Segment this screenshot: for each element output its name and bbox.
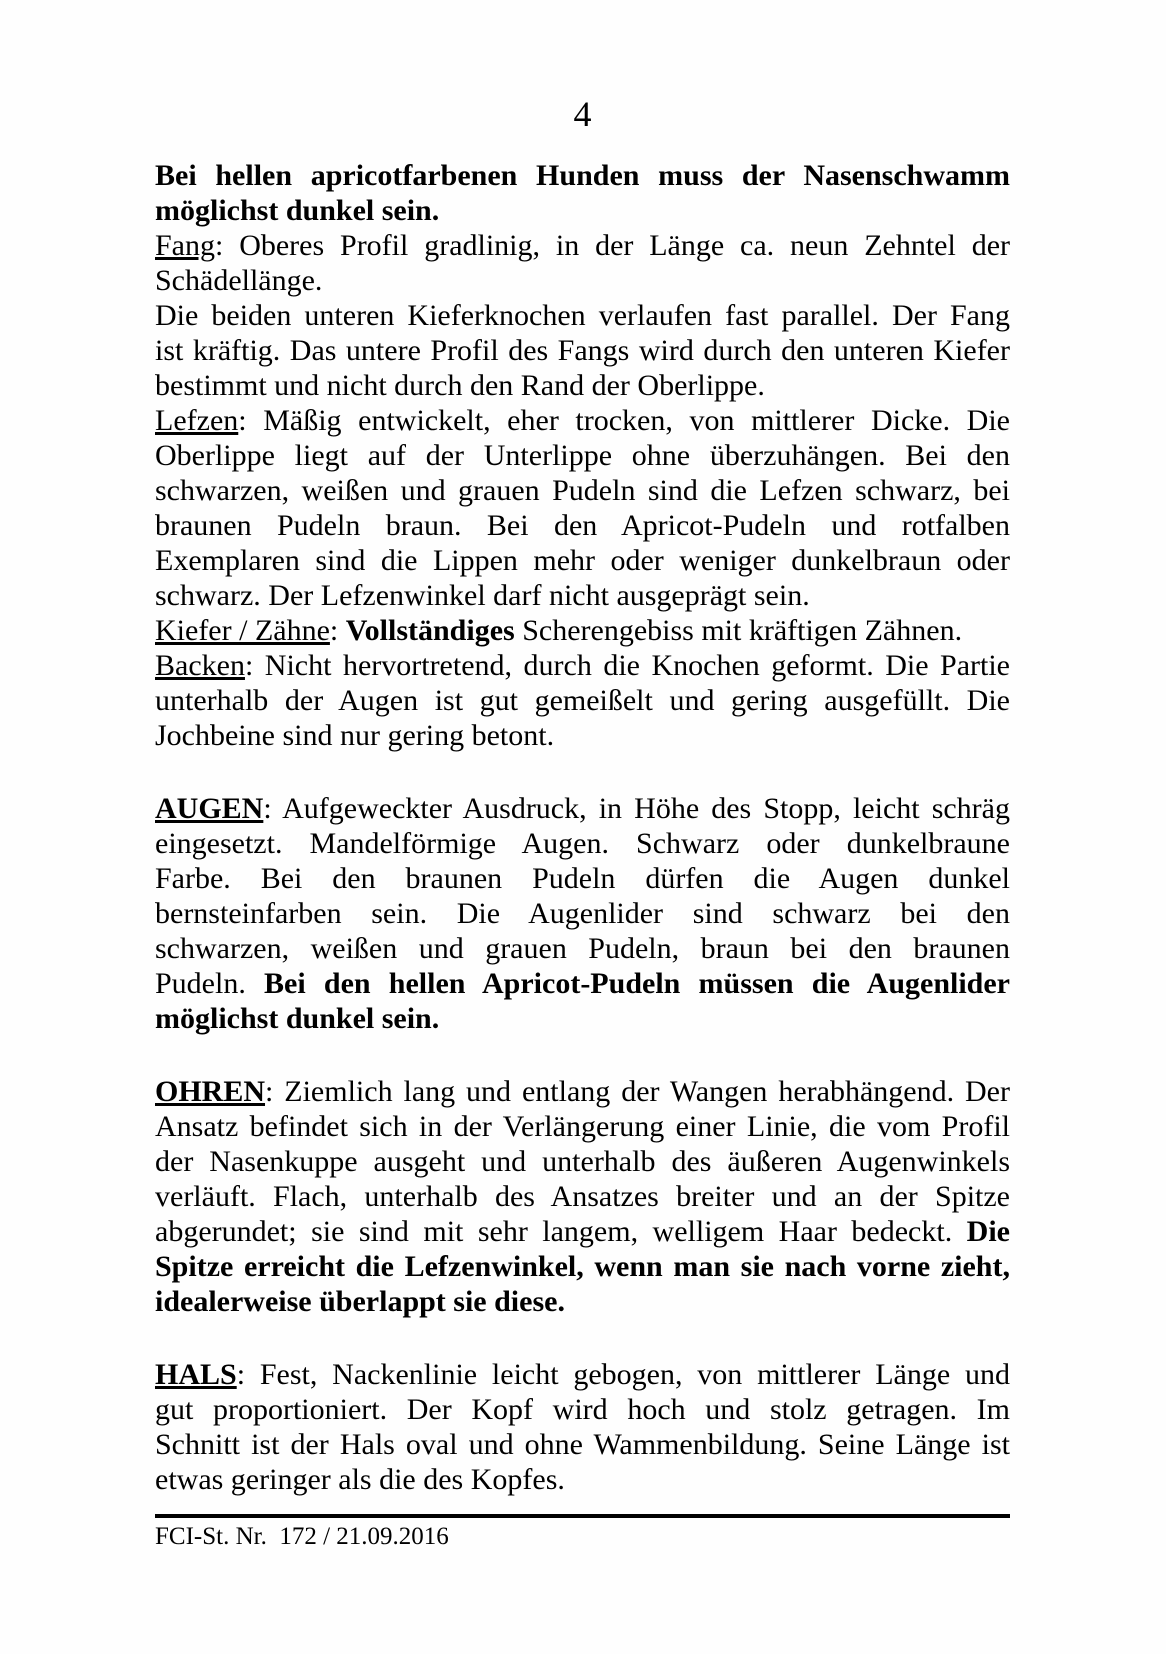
text-run: bestimmt und nicht durch den Rand der Oberlippe. [155,369,765,402]
text-line [155,403,1010,438]
page-footer [155,1514,1010,1552]
text-run: braunen Pudeln braun. Bei den Apricot-Pudeln und rotfalben [155,509,1010,542]
text-line [155,298,1010,333]
term-label: Kiefer / Zähne [155,614,330,647]
text-run: Die beiden unteren Kieferknochen verlaufen fast parallel. Der Fang [155,299,1010,332]
text-run: schwarzen, weißen und grauen Pudeln sind die Lefzen schwarz, bei [155,474,1010,507]
text-run: Jochbeine sind nur gering betont. [155,719,555,752]
text-run: abgerundet; sie sind mit sehr langem, welligem Haar bedeckt. [155,1215,967,1248]
term-label: OHREN [155,1075,266,1108]
text-run: idealerweise überlappt sie diese. [155,1285,565,1318]
text-line [155,861,1010,896]
text-run: gut proportioniert. Der Kopf wird hoch und stolz getragen. Im [155,1393,1010,1426]
term-label: HALS [155,1358,237,1391]
text-run: Schnitt ist der Hals oval und ohne Wammenbildung. Seine Länge ist [155,1428,1010,1461]
text-line [155,508,1010,543]
text-line [155,263,1010,298]
term-label: Fang [155,229,215,262]
text-line [155,333,1010,368]
term-label: AUGEN [155,792,264,825]
text-line [155,1109,1010,1144]
text-run: Schädellänge. [155,264,323,297]
text-run: : Aufgeweckter Ausdruck, in Höhe des Stopp, leicht schräg [263,792,1010,825]
text-run: Exemplaren sind die Lippen mehr oder weniger dunkelbraun oder [155,544,1010,577]
text-run: schwarzen, weißen und grauen Pudeln, braun bei den braunen [155,932,1010,965]
text-line [155,1144,1010,1179]
term-label: Lefzen [155,404,239,437]
text-line [155,1462,1010,1497]
text-line [155,1214,1010,1249]
text-run: Oberlippe liegt auf der Unterlippe ohne überzuhängen. Bei den [155,439,1010,472]
text-line [155,1284,1010,1319]
text-run: der Nasenkuppe ausgeht und unterhalb des äußeren Augenwinkels [155,1145,1010,1178]
text-line [155,1392,1010,1427]
footer-rule [155,1514,1010,1518]
text-run: etwas geringer als die des Kopfes. [155,1463,565,1496]
text-line [155,1001,1010,1036]
text-run: : Mäßig entwickelt, eher trocken, von mittlerer Dicke. Die [238,404,1010,437]
text-run: unterhalb der Augen ist gut gemeißelt und gering ausgefüllt. Die [155,684,1010,717]
text-line [155,791,1010,826]
text-run: : [329,614,346,647]
text-line [155,826,1010,861]
text-run: Ansatz befindet sich in der Verlängerung einer Linie, die vom Profil [155,1110,1010,1143]
text-run: Pudeln. [155,967,265,1000]
text-line [155,1357,1010,1392]
text-run: Farbe. Bei den braunen Pudeln dürfen die Augen dunkel [155,862,1010,895]
text-run: möglichst dunkel sein. [155,194,440,227]
text-run: : Oberes Profil gradlinig, in der Länge ca. neun Zehntel der [215,229,1010,262]
text-run: Vollständiges [345,614,515,647]
text-line [155,1427,1010,1462]
text-line [155,158,1010,193]
text-run: bernsteinfarben sein. Die Augenlider sind schwarz bei den [155,897,1010,930]
text-line [155,896,1010,931]
text-line [155,931,1010,966]
text-run: Bei hellen apricotfarbenen Hunden muss der Nasenschwamm [155,159,1010,192]
text-line [155,473,1010,508]
text-line [155,966,1010,1001]
text-run: Spitze erreicht die Lefzenwinkel, wenn man sie nach vorne zieht, [155,1250,1010,1283]
text-run: schwarz. Der Lefzenwinkel darf nicht ausgeprägt sein. [155,579,810,612]
term-label: Backen [155,649,245,682]
text-line [155,193,1010,228]
text-line [155,1074,1010,1109]
text-run: : Ziemlich lang und entlang der Wangen herabhängend. Der [265,1075,1010,1108]
text-line [155,578,1010,613]
text-run: möglichst dunkel sein. [155,1002,440,1035]
text-line [155,543,1010,578]
document-body [155,158,1010,1497]
text-line [155,1249,1010,1284]
text-run: Scherengebiss mit kräftigen Zähnen. [514,614,963,647]
text-line [155,613,1010,648]
text-run: eingesetzt. Mandelförmige Augen. Schwarz oder dunkelbraune [155,827,1010,860]
text-line [155,1179,1010,1214]
text-line [155,438,1010,473]
text-run: : Nicht hervortretend, durch die Knochen geformt. Die Partie [244,649,1010,682]
text-line [155,683,1010,718]
text-run: ist kräftig. Das untere Profil des Fangs wird durch den unteren Kiefer [155,334,1010,367]
text-line [155,228,1010,263]
text-run: verläuft. Flach, unterhalb des Ansatzes breiter und an der Spitze [155,1180,1010,1213]
text-run: : Fest, Nackenlinie leicht gebogen, von mittlerer Länge und [236,1358,1010,1391]
text-line [155,648,1010,683]
text-run: Die [966,1215,1010,1248]
text-line [155,368,1010,403]
page-number: 4 [573,94,592,134]
text-run: Bei den hellen Apricot-Pudeln müssen die Augenlider [264,967,1010,1000]
text-line [155,718,1010,753]
footer-text: FCI-St. Nr. 172 / 21.09.2016 [155,1523,449,1550]
